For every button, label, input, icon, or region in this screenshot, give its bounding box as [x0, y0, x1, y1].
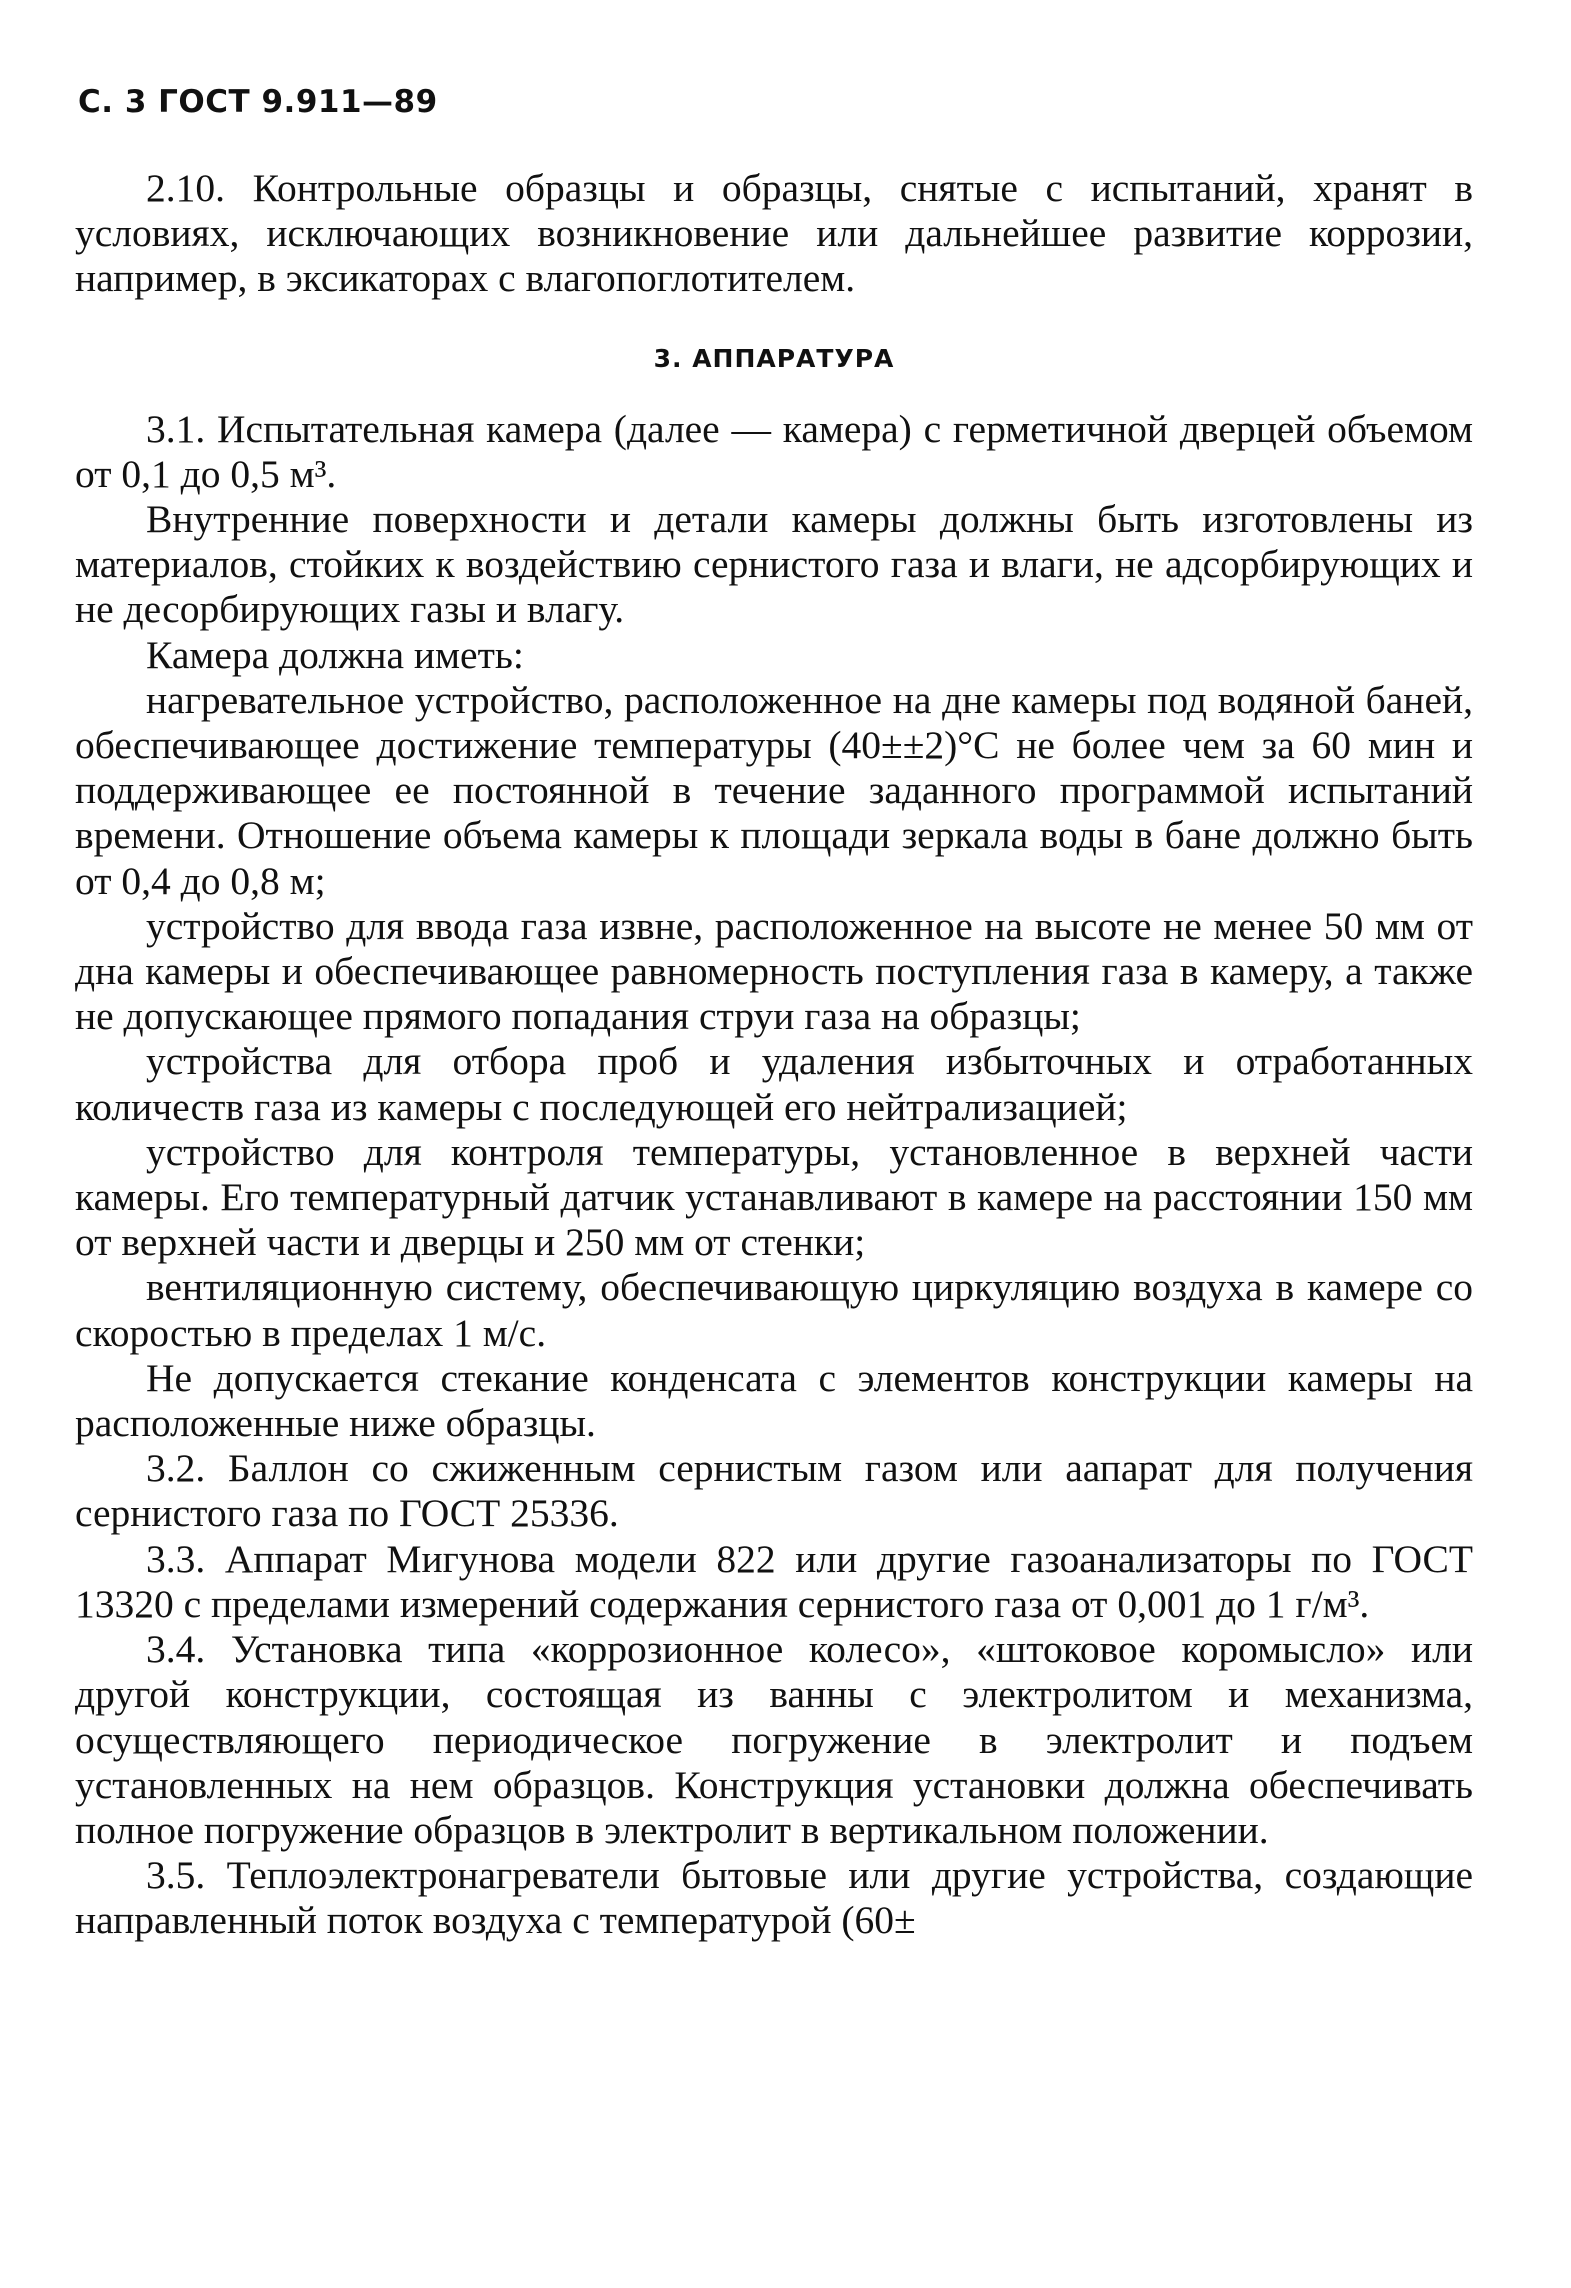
paragraph-camera-must: Камера должна иметь: [146, 632, 524, 677]
document-body [75, 166, 1473, 1944]
paragraph-3-4: 3.4. Установка типа «коррозионное колесо», «штоковое коромысло» или другой конструкции, состоящая из ванны с электролитом и механизма, осуществляющего периодическое погружение в электролит и подъем установленных на нем образцов. Конструкция установки должна обеспечивать полное погружение образцов в электролит в вертикальном положении. [75, 1627, 1473, 1852]
paragraph-2-10: 2.10. Контрольные образцы и образцы, снятые с испытаний, хранят в условиях, исключающих возникновение или дальнейшее развитие коррозии, например, в эксикаторах с влагопоглотителем. [75, 166, 1473, 301]
paragraph-condensate: Не допускается стекание конденсата с элементов конструкции камеры на расположенные ниже образцы. [75, 1355, 1473, 1446]
paragraph-sampling: устройства для отбора проб и удаления избыточных и отработанных количеств газа из камеры с последующей его нейтрализацией; [75, 1039, 1473, 1129]
paragraph-3-5: 3.5. Теплоэлектронагреватели бытовые или другие устройства, создающие направленный поток воздуха с температурой (60± [75, 1853, 1473, 1943]
paragraph-3-2: 3.2. Баллон со сжиженным сернистым газом или аапарат для получения сернистого газа по ГОСТ 25336. [75, 1446, 1473, 1536]
paragraph-3-1: 3.1. Испытательная камера (далее — камера) с герметичной дверцей объемом от 0,1 до 0,5 м³. [75, 406, 1473, 496]
paragraph-3-3: 3.3. Аппарат Мигунова модели 822 или другие газоанализаторы по ГОСТ 13320 с пределами измерений содержания сернистого газа от 0,001 до 1 г/м³. [75, 1536, 1473, 1626]
paragraph-temperature-control: устройство для контроля температуры, установленное в верхней части камеры. Его температурный датчик устанавливают в камере на расстоянии 150 мм от верхней части и дверцы и 250 мм от стенки; [75, 1129, 1473, 1265]
running-header: С. 3 ГОСТ 9.911—89 [78, 84, 438, 120]
paragraph-heating-device: нагревательное устройство, расположенное на дне камеры под водяной баней, обеспечивающее достижение температуры (40±±2)°С не более чем за 60 мин и поддерживающее ее постоянной в течение заданного программой испытаний времени. Отношение объема камеры к площади зеркала воды в бане должно быть от 0,4 до 0,8 м; [75, 677, 1473, 903]
paragraph-gas-input: устройство для ввода газа извне, расположенное на высоте не менее 50 мм от дна камеры и обеспечивающее равномерность поступления газа в камеру, а также не допускающее прямого попадания струи газа на образцы; [75, 903, 1473, 1039]
paragraph-ventilation: вентиляционную систему, обеспечивающую циркуляцию воздуха в камере со скоростью в пределах 1 м/с. [75, 1265, 1473, 1355]
paragraph-inner-surfaces: Внутренние поверхности и детали камеры должны быть изготовлены из материалов, стойких к воздействию сернистого газа и влаги, не адсорбирующих и не десорбирующих газы и влагу. [75, 497, 1473, 632]
section-heading: 3. АППАРАТУРА [653, 343, 895, 373]
